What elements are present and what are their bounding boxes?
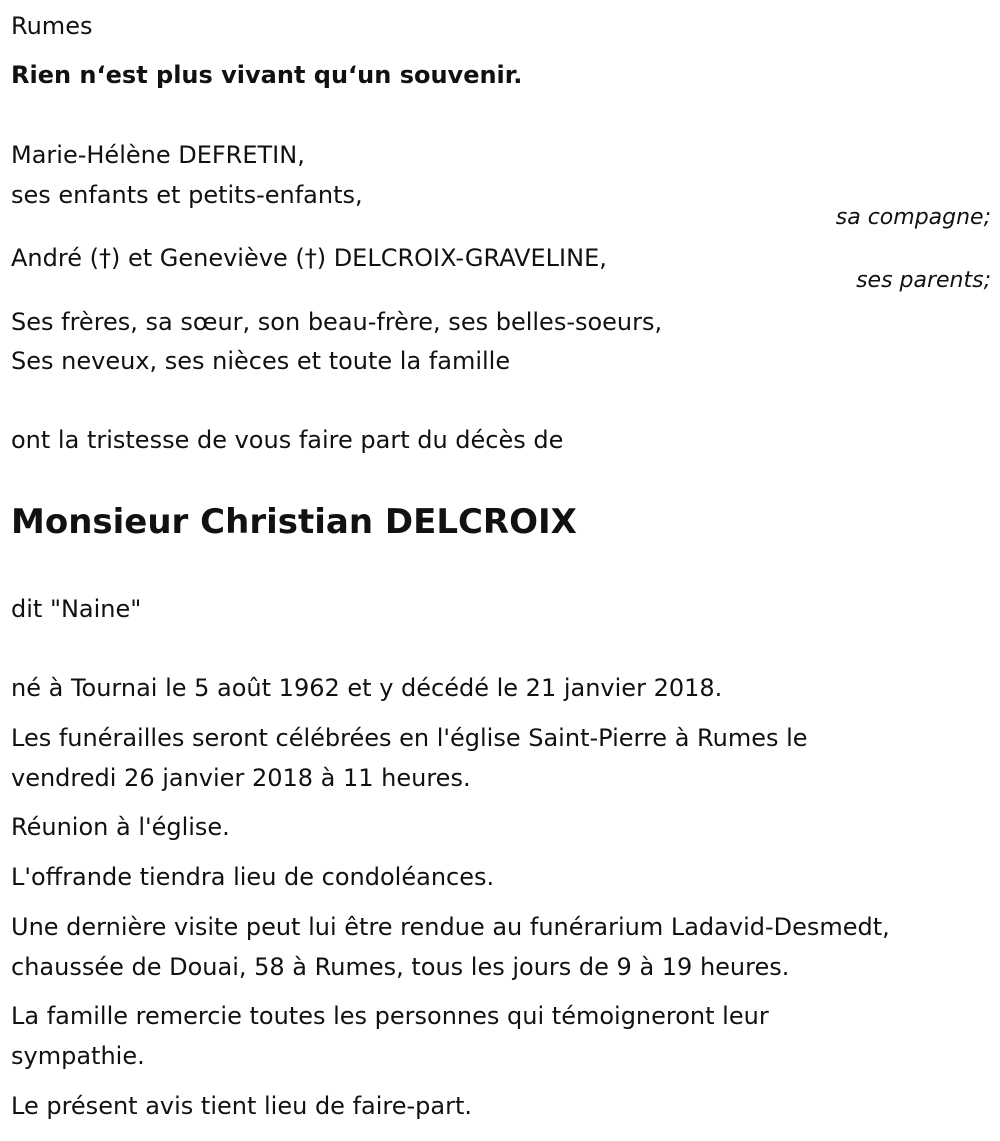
- parents-line: [11, 238, 607, 278]
- partner-name: Marie-Hélène DEFRETIN,: [11, 141, 305, 169]
- deceased-name: Monsieur Christian DELCROIX: [11, 502, 577, 542]
- quote: Rien n‘est plus vivant qu‘un souvenir.: [11, 61, 523, 89]
- parents-text-tail: ) DELCROIX-GRAVELINE,: [316, 244, 607, 272]
- extended-family-line: Ses neveux, ses nièces et toute la famille: [11, 347, 511, 375]
- announcement-line: ont la tristesse de vous faire part du décès de: [11, 426, 564, 454]
- visit-line-2: chaussée de Douai, 58 à Rumes, tous les jours de 9 à 19 heures.: [11, 953, 790, 981]
- birth-death-line: né à Tournai le 5 août 1962 et y décédé le 21 janvier 2018.: [11, 674, 723, 702]
- meeting-line: Réunion à l'église.: [11, 813, 230, 841]
- parents-text-andre: André (: [11, 244, 99, 272]
- offering-line: L'offrande tiendra lieu de condoléances.: [11, 863, 495, 891]
- funeral-line-1: Les funérailles seront célébrées en l'église Saint-Pierre à Rumes le: [11, 724, 808, 752]
- cross-icon: †: [304, 244, 317, 272]
- parents-text-and: ) et Geneviève (: [110, 244, 305, 272]
- thanks-line-2: sympathie.: [11, 1042, 145, 1070]
- nickname: dit "Naine": [11, 595, 142, 623]
- visit-line-1: Une dernière visite peut lui être rendue au funérarium Ladavid-Desmedt,: [11, 913, 890, 941]
- partner-children: ses enfants et petits-enfants,: [11, 181, 363, 209]
- partner-role: sa compagne;: [835, 205, 991, 230]
- cross-icon: †: [98, 244, 111, 272]
- funeral-line-2: vendredi 26 janvier 2018 à 11 heures.: [11, 764, 471, 792]
- closing-line: Le présent avis tient lieu de faire-part.: [11, 1092, 473, 1120]
- parents-role: ses parents;: [856, 268, 991, 293]
- thanks-line-1: La famille remercie toutes les personnes qui témoigneront leur: [11, 1002, 769, 1030]
- siblings-line: Ses frères, sa sœur, son beau-frère, ses belles-soeurs,: [11, 308, 663, 336]
- place-name: Rumes: [11, 12, 93, 40]
